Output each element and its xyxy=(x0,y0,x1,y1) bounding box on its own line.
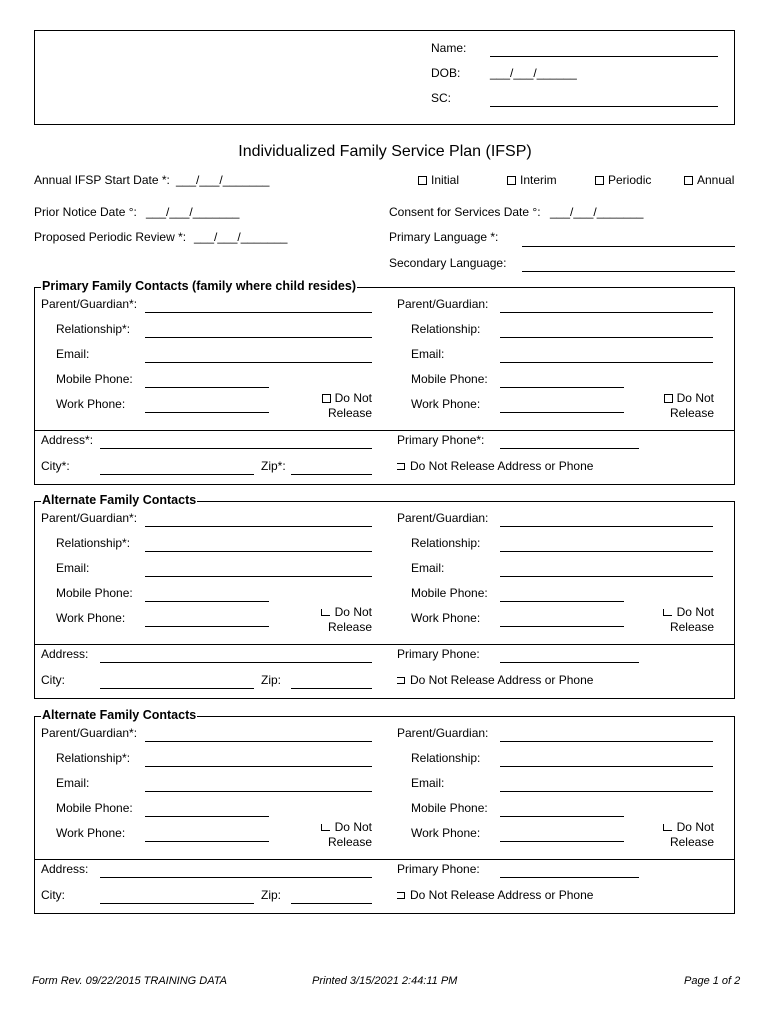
city-label: City*: xyxy=(41,459,70,473)
contact-section xyxy=(34,493,735,699)
consent-field[interactable]: ___/___/_______ xyxy=(550,205,644,219)
city-label: City: xyxy=(41,673,65,687)
section-title: Alternate Family Contacts xyxy=(42,493,197,507)
type-interim[interactable]: Interim xyxy=(507,173,557,187)
checkbox-icon xyxy=(684,176,693,185)
primary-phone-field[interactable] xyxy=(500,877,639,878)
primary-phone-label: Primary Phone: xyxy=(397,862,480,876)
do-not-release-checkbox[interactable]: Do Not Release xyxy=(300,605,372,635)
city-field[interactable] xyxy=(100,903,254,904)
checkbox-icon xyxy=(321,824,330,831)
name-field[interactable] xyxy=(490,56,718,57)
work-phone-field[interactable] xyxy=(145,841,269,842)
relationship-label: Relationship*: xyxy=(56,536,131,550)
email-label-2: Email: xyxy=(411,561,445,575)
zip-label: Zip*: xyxy=(261,459,286,473)
do-not-release-checkbox-2[interactable]: Do Not Release xyxy=(642,820,714,850)
checkbox-icon xyxy=(595,176,604,185)
contact-section xyxy=(34,708,735,914)
email-field[interactable] xyxy=(145,362,372,363)
parent-guardian-label-2: Parent/Guardian: xyxy=(397,511,489,525)
checkbox-icon xyxy=(664,394,673,403)
parent-guardian-label: Parent/Guardian*: xyxy=(41,297,138,311)
secondary-language-label: Secondary Language: xyxy=(389,256,507,270)
contact-section xyxy=(34,279,735,485)
checkbox-icon xyxy=(397,463,405,470)
work-phone-label: Work Phone: xyxy=(56,826,126,840)
prior-notice-label: Prior Notice Date °: xyxy=(34,205,137,219)
mobile-phone-field[interactable] xyxy=(145,601,269,602)
relationship-field-2[interactable] xyxy=(500,551,713,552)
proposed-review-label: Proposed Periodic Review *: xyxy=(34,230,187,244)
address-field[interactable] xyxy=(100,448,372,449)
page-title: Individualized Family Service Plan (IFSP) xyxy=(238,143,532,160)
parent-guardian-label-2: Parent/Guardian: xyxy=(397,726,489,740)
do-not-release-address-checkbox[interactable]: Do Not Release Address or Phone xyxy=(397,459,593,473)
printed-timestamp: Printed 3/15/2021 2:44:11 PM xyxy=(312,975,458,987)
dob-label: DOB: xyxy=(431,66,461,80)
checkbox-icon xyxy=(663,609,672,616)
zip-field[interactable] xyxy=(291,903,372,904)
relationship-field[interactable] xyxy=(145,766,372,767)
checkbox-icon xyxy=(322,394,331,403)
relationship-field[interactable] xyxy=(145,551,372,552)
parent-guardian-label: Parent/Guardian*: xyxy=(41,511,138,525)
section-divider xyxy=(35,430,734,431)
address-label: Address: xyxy=(41,647,89,661)
sc-field[interactable] xyxy=(490,106,718,107)
sc-label: SC: xyxy=(431,91,452,105)
proposed-review-field[interactable]: ___/___/_______ xyxy=(194,230,288,244)
email-field[interactable] xyxy=(145,791,372,792)
primary-phone-label: Primary Phone*: xyxy=(397,433,485,447)
work-phone-field-2[interactable] xyxy=(500,412,624,413)
address-field[interactable] xyxy=(100,877,372,878)
relationship-label-2: Relationship: xyxy=(411,751,481,765)
primary-language-label: Primary Language *: xyxy=(389,230,499,244)
type-periodic[interactable]: Periodic xyxy=(595,173,651,187)
mobile-phone-label-2: Mobile Phone: xyxy=(411,372,488,386)
checkbox-icon xyxy=(397,677,405,684)
relationship-field-2[interactable] xyxy=(500,337,713,338)
work-phone-label-2: Work Phone: xyxy=(411,611,481,625)
do-not-release-checkbox[interactable]: Do Not Release xyxy=(300,820,372,850)
parent-guardian-field-2[interactable] xyxy=(500,312,713,313)
mobile-phone-field-2[interactable] xyxy=(500,816,624,817)
relationship-label: Relationship*: xyxy=(56,751,131,765)
parent-guardian-label: Parent/Guardian*: xyxy=(41,726,138,740)
do-not-release-checkbox[interactable]: Do Not Release xyxy=(300,391,372,421)
type-annual[interactable]: Annual xyxy=(684,173,734,187)
form-revision: Form Rev. 09/22/2015 TRAINING DATA xyxy=(32,975,228,987)
address-label: Address*: xyxy=(41,433,94,447)
city-field[interactable] xyxy=(100,688,254,689)
header-box xyxy=(34,30,735,125)
parent-guardian-field[interactable] xyxy=(145,741,372,742)
checkbox-icon xyxy=(321,609,330,616)
consent-label: Consent for Services Date °: xyxy=(389,205,541,219)
city-label: City: xyxy=(41,888,65,902)
email-label-2: Email: xyxy=(411,776,445,790)
do-not-release-address-checkbox[interactable]: Do Not Release Address or Phone xyxy=(397,888,593,902)
mobile-phone-field-2[interactable] xyxy=(500,387,624,388)
work-phone-field-2[interactable] xyxy=(500,626,624,627)
do-not-release-checkbox-2[interactable]: Do Not Release xyxy=(642,391,714,421)
primary-phone-field[interactable] xyxy=(500,662,639,663)
work-phone-field[interactable] xyxy=(145,626,269,627)
mobile-phone-field[interactable] xyxy=(145,816,269,817)
prior-notice-field[interactable]: ___/___/_______ xyxy=(146,205,240,219)
zip-label: Zip: xyxy=(261,888,282,902)
section-title: Primary Family Contacts (family where child resides) xyxy=(42,279,357,293)
relationship-label: Relationship*: xyxy=(56,322,131,336)
mobile-phone-label: Mobile Phone: xyxy=(56,801,133,815)
address-label: Address: xyxy=(41,862,89,876)
parent-guardian-field-2[interactable] xyxy=(500,741,713,742)
do-not-release-address-checkbox[interactable]: Do Not Release Address or Phone xyxy=(397,673,593,687)
checkbox-icon xyxy=(397,892,405,899)
mobile-phone-label-2: Mobile Phone: xyxy=(411,586,488,600)
type-initial[interactable]: Initial xyxy=(418,173,459,187)
work-phone-label-2: Work Phone: xyxy=(411,826,481,840)
work-phone-field[interactable] xyxy=(145,412,269,413)
primary-phone-field[interactable] xyxy=(500,448,639,449)
parent-guardian-label-2: Parent/Guardian: xyxy=(397,297,489,311)
primary-language-field[interactable] xyxy=(522,246,735,247)
work-phone-field-2[interactable] xyxy=(500,841,624,842)
email-label-2: Email: xyxy=(411,347,445,361)
email-field-2[interactable] xyxy=(500,362,713,363)
section-title: Alternate Family Contacts xyxy=(42,708,197,722)
name-label: Name: xyxy=(431,41,467,55)
email-field-2[interactable] xyxy=(500,791,713,792)
mobile-phone-label-2: Mobile Phone: xyxy=(411,801,488,815)
work-phone-label-2: Work Phone: xyxy=(411,397,481,411)
section-divider xyxy=(35,859,734,860)
primary-phone-label: Primary Phone: xyxy=(397,647,480,661)
relationship-label-2: Relationship: xyxy=(411,322,481,336)
parent-guardian-field-2[interactable] xyxy=(500,526,713,527)
parent-guardian-field[interactable] xyxy=(145,526,372,527)
relationship-field-2[interactable] xyxy=(500,766,713,767)
work-phone-label: Work Phone: xyxy=(56,611,126,625)
do-not-release-checkbox-2[interactable]: Do Not Release xyxy=(642,605,714,635)
email-label: Email: xyxy=(56,347,90,361)
annual-start-label: Annual IFSP Start Date *: xyxy=(34,173,170,187)
mobile-phone-label: Mobile Phone: xyxy=(56,586,133,600)
checkbox-icon xyxy=(418,176,427,185)
section-divider xyxy=(35,644,734,645)
email-label: Email: xyxy=(56,561,90,575)
checkbox-icon xyxy=(507,176,516,185)
mobile-phone-field-2[interactable] xyxy=(500,601,624,602)
checkbox-icon xyxy=(663,824,672,831)
address-field[interactable] xyxy=(100,662,372,663)
page-number: Page 1 of 2 xyxy=(684,975,741,987)
zip-field[interactable] xyxy=(291,688,372,689)
mobile-phone-label: Mobile Phone: xyxy=(56,372,133,386)
dob-field[interactable]: ___/___/______ xyxy=(490,66,577,80)
parent-guardian-field[interactable] xyxy=(145,312,372,313)
work-phone-label: Work Phone: xyxy=(56,397,126,411)
relationship-label-2: Relationship: xyxy=(411,536,481,550)
email-label: Email: xyxy=(56,776,90,790)
mobile-phone-field[interactable] xyxy=(145,387,269,388)
annual-start-field[interactable]: ___/___/_______ xyxy=(176,173,270,187)
email-field[interactable] xyxy=(145,576,372,577)
relationship-field[interactable] xyxy=(145,337,372,338)
zip-label: Zip: xyxy=(261,673,282,687)
zip-field[interactable] xyxy=(291,474,372,475)
secondary-language-field[interactable] xyxy=(522,271,735,272)
email-field-2[interactable] xyxy=(500,576,713,577)
city-field[interactable] xyxy=(100,474,254,475)
